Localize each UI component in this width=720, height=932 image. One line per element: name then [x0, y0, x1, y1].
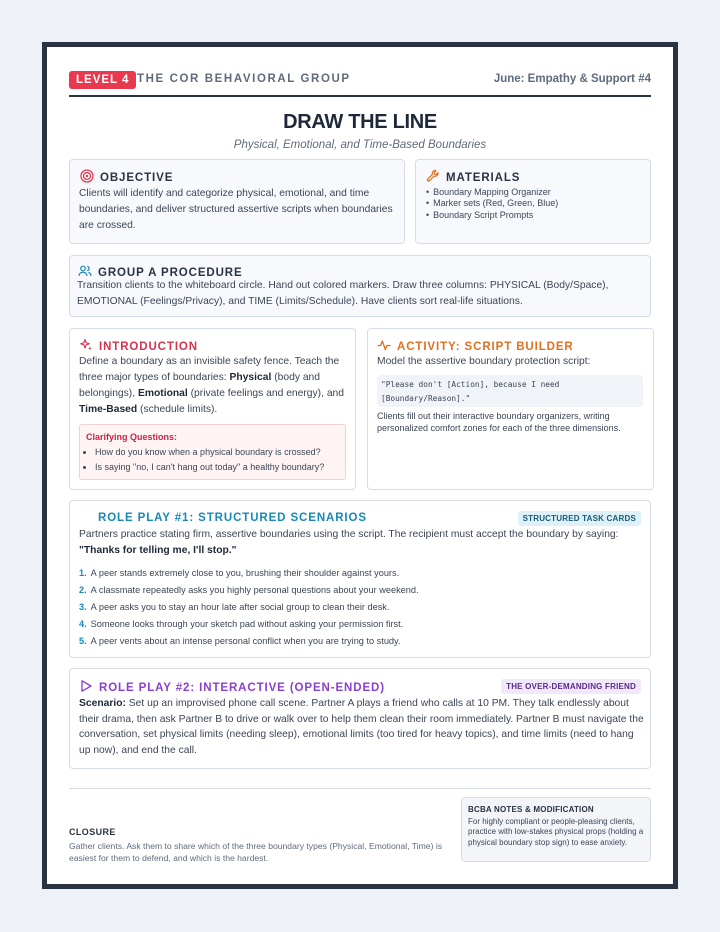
- objective-card: [69, 159, 405, 244]
- bcba-notes-text: For highly compliant or people-pleasing clients, practice with low-stakes physical props (holding a physical boundary stop sign) to ease anxiety.: [468, 817, 644, 847]
- introduction-text: Define a boundary as an invisible safety fence. Teach the three major types of boundaries: Physical (body and belongings), Emotional (private feelings and energy), and Time-Based (schedule limits).: [79, 356, 345, 415]
- list-item: 1. A peer stands extremely close to you, brushing their shoulder against yours.: [79, 568, 400, 578]
- script-line: [Boundary/Reason].": [381, 394, 471, 403]
- roleplay2-heading-label: ROLE PLAY #2: INTERACTIVE (OPEN-ENDED): [99, 681, 385, 694]
- roleplay2-text: Scenario: Set up an improvised phone call scene. Partner A plays a friend who calls at 10 PM. They talk endlessly about their drama, then ask Partner B to drive or walk over to help them clean their room immediately. Partner B must navigate the conversation, set physical limits (needing sleep), emotional limits (too tired for heavy topics), and time limits (need to hang up now), and end the call.: [79, 698, 644, 756]
- bcba-notes-heading: BCBA NOTES & MODIFICATION: [468, 805, 594, 814]
- closure-heading: CLOSURE: [69, 827, 116, 837]
- clarifying-question: • How do you know when a physical boundary is crossed?: [95, 445, 324, 460]
- level-badge: LEVEL 4: [69, 71, 136, 89]
- section-divider: [69, 788, 651, 789]
- materials-item: • Marker sets (Red, Green, Blue): [426, 198, 558, 209]
- list-item: 3. A peer asks you to stay an hour late after social group to clean their desk.: [79, 602, 390, 613]
- clarifying-questions-list: [95, 445, 324, 475]
- clarifying-questions-title: Clarifying Questions:: [86, 432, 178, 442]
- unit-label: June: Empathy & Support #4: [493, 73, 651, 85]
- activity-card: [367, 328, 654, 490]
- clarifying-questions-box: [79, 424, 346, 480]
- target-icon: [80, 169, 94, 186]
- roleplay1-tag: STRUCTURED TASK CARDS: [518, 511, 641, 526]
- sparkles-icon: [79, 338, 93, 355]
- introduction-heading-label: INTRODUCTION: [99, 340, 198, 353]
- roleplay1-heading: ROLE PLAY #1: STRUCTURED SCENARIOS: [98, 512, 367, 524]
- objective-text: Clients will identify and categorize physical, emotional, and time boundaries, and deliver structured assertive scripts when boundaries are crossed.: [79, 188, 393, 231]
- wrench-icon: [426, 169, 440, 186]
- objective-heading: [80, 169, 173, 186]
- script-template: [377, 375, 643, 407]
- organization-name: THE COR BEHAVIORAL GROUP: [137, 73, 351, 85]
- group-procedure-heading-label: GROUP A PROCEDURE: [98, 266, 243, 279]
- header: [69, 69, 651, 97]
- roleplay1-quote: "Thanks for telling me, I'll stop.": [79, 545, 237, 556]
- group-procedure-card: [69, 255, 651, 317]
- bcba-notes-card: [461, 797, 651, 862]
- roleplay1-text: Partners practice stating firm, assertive boundaries using the script. The recipient must accept the boundary by saying: "Thanks for telling me, I'll stop.": [79, 529, 619, 556]
- play-icon: [79, 679, 93, 696]
- page-subtitle: Physical, Emotional, and Time-Based Boundaries: [233, 139, 487, 151]
- objective-heading-label: OBJECTIVE: [100, 171, 174, 184]
- clarifying-question: • Is saying "no, I can't hang out today" a healthy boundary?: [95, 460, 324, 475]
- materials-item: • Boundary Mapping Organizer: [426, 187, 558, 198]
- page-title: DRAW THE LINE: [283, 111, 437, 133]
- roleplay2-tag: THE OVER-DEMANDING FRIEND: [501, 679, 641, 694]
- materials-heading-label: MATERIALS: [446, 171, 521, 184]
- activity-pulse-icon: [377, 338, 391, 355]
- activity-text: Model the assertive boundary protection script:: [377, 356, 591, 367]
- materials-list: [426, 187, 558, 221]
- materials-heading: [426, 169, 520, 186]
- list-item: 2. A classmate repeatedly asks you highly personal questions about your weekend.: [79, 585, 419, 596]
- roleplay2-heading: [79, 679, 385, 696]
- lesson-sheet: [42, 42, 678, 889]
- materials-card: [415, 159, 651, 244]
- roleplay2-card: [69, 668, 651, 769]
- activity-note: Clients fill out their interactive boundary organizers, writing personalized comfort zones for each of the three dimensions.: [377, 411, 621, 433]
- closure-text: Gather clients. Ask them to share which of the three boundary types (Physical, Emotional, Time) is easiest for them to defend, and which is the hardest.: [69, 841, 443, 863]
- introduction-card: [69, 328, 356, 490]
- activity-heading-label: ACTIVITY: SCRIPT BUILDER: [397, 340, 574, 353]
- roleplay1-card: [69, 500, 651, 658]
- introduction-heading: [79, 338, 198, 355]
- group-procedure-text: Transition clients to the whiteboard circle. Hand out colored markers. Draw three columns: PHYSICAL (Body/Space), EMOTIONAL (Feelings/Privacy), and TIME (Limits/Schedule). Have clients sort real-life situations.: [77, 280, 609, 307]
- script-line: "Please don't [Action], because I need: [381, 380, 560, 389]
- list-item: 5. A peer vents about an intense personal conflict when you are trying to study.: [79, 636, 401, 647]
- list-item: 4. Someone looks through your sketch pad without asking your permission first.: [79, 619, 404, 630]
- materials-item: • Boundary Script Prompts: [426, 210, 558, 221]
- activity-heading: [377, 338, 574, 355]
- roleplay1-scenarios: [79, 565, 419, 650]
